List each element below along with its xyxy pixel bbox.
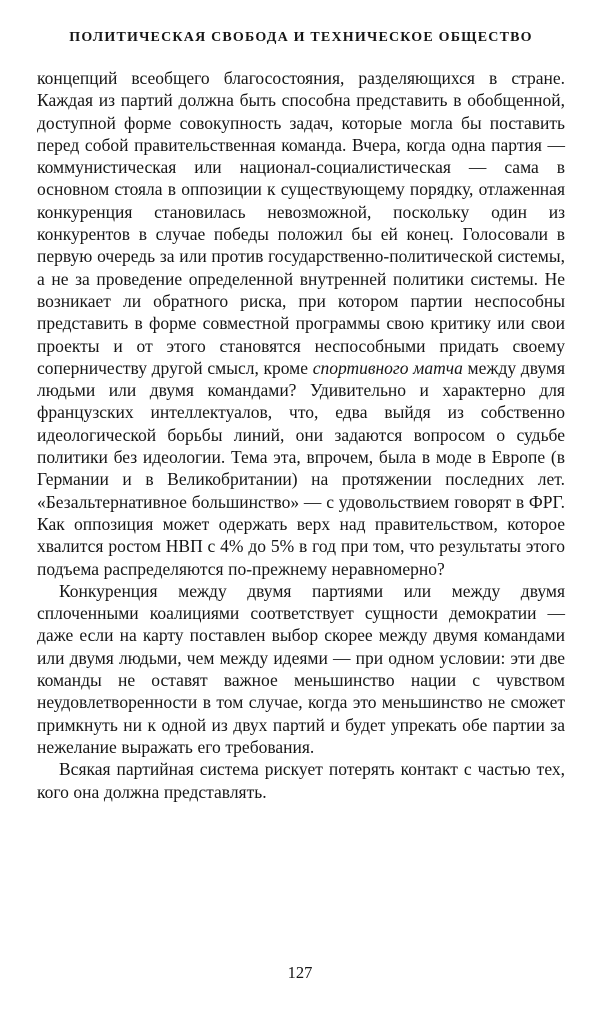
paragraph-2 [37,580,565,758]
paragraph-3 [37,758,565,803]
page-number: 127 [287,963,313,982]
paragraph-2-text: Конкуренция между двумя партиями или между двумя сплоченными коалициями соответствует сущности демократии — даже если на карту поставлен выбор скорее между двумя командами или двумя людьми, чем между идеями — при одном условии: эти две команды не оставят важное меньшинство нации с чувством неудовлетворенности в том случае, когда это меньшинство не сможет примкнуть ни к одной из двух партий и будет упрекать обе партии за нежелание выражать его требования. [37,580,565,757]
paragraph-1-text-end: между двумя людьми или двумя командами? Удивительно и характерно для французских интеллектуалов, что, едва выйдя из собственно идеологической борьбы линий, они задаются вопросом о судьбе политики без идеологии. Тема эта, впрочем, была в моде в Европе (в Германии и в Великобритании) на протяжении последних лет. «Безальтернативное большинство» — с удовольствием говорят в ФРГ. Как оппозиция может одержать верх над правительством, которое хвалится ростом НВП с 4% до 5% в год при том, что результаты этого подъема распределяются по-прежнему неравномерно? [37,357,566,579]
running-header: ПОЛИТИЧЕСКАЯ СВОБОДА И ТЕХНИЧЕСКОЕ ОБЩЕСТВО [69,30,533,45]
page-body [37,67,565,803]
paragraph-3-text: Всякая партийная система рискует потерять контакт с частью тех, кого она должна представлять. [37,759,565,802]
paragraph-1-italic-phrase: спортивного матча [312,357,463,378]
paragraph-1 [37,67,565,580]
paragraph-1-text-start: концепций всеобщего благосостояния, разделяющихся в стране. Каждая из партий должна быть способна представить в обобщенной, доступной форме совокупность задач, которые могла бы поставить перед собой правительственная команда. Вчера, когда одна партия — коммунистическая или национал-социалистическая — сама в основном стояла в оппозиции к существующему порядку, отлаженная конкуренция становилась невозможной, поскольку один из конкурентов в случае победы положил бы ей конец. Голосовали в первую очередь за или против государственно-политической системы, а не за проведение определенной внутренней политики системы. Не возникает ли обратного риска, при котором партии неспособны представить в форме совместной программы свою критику или свои проекты и от этого становятся неспособными придать своему соперничеству другой смысл, кроме [37,68,565,378]
